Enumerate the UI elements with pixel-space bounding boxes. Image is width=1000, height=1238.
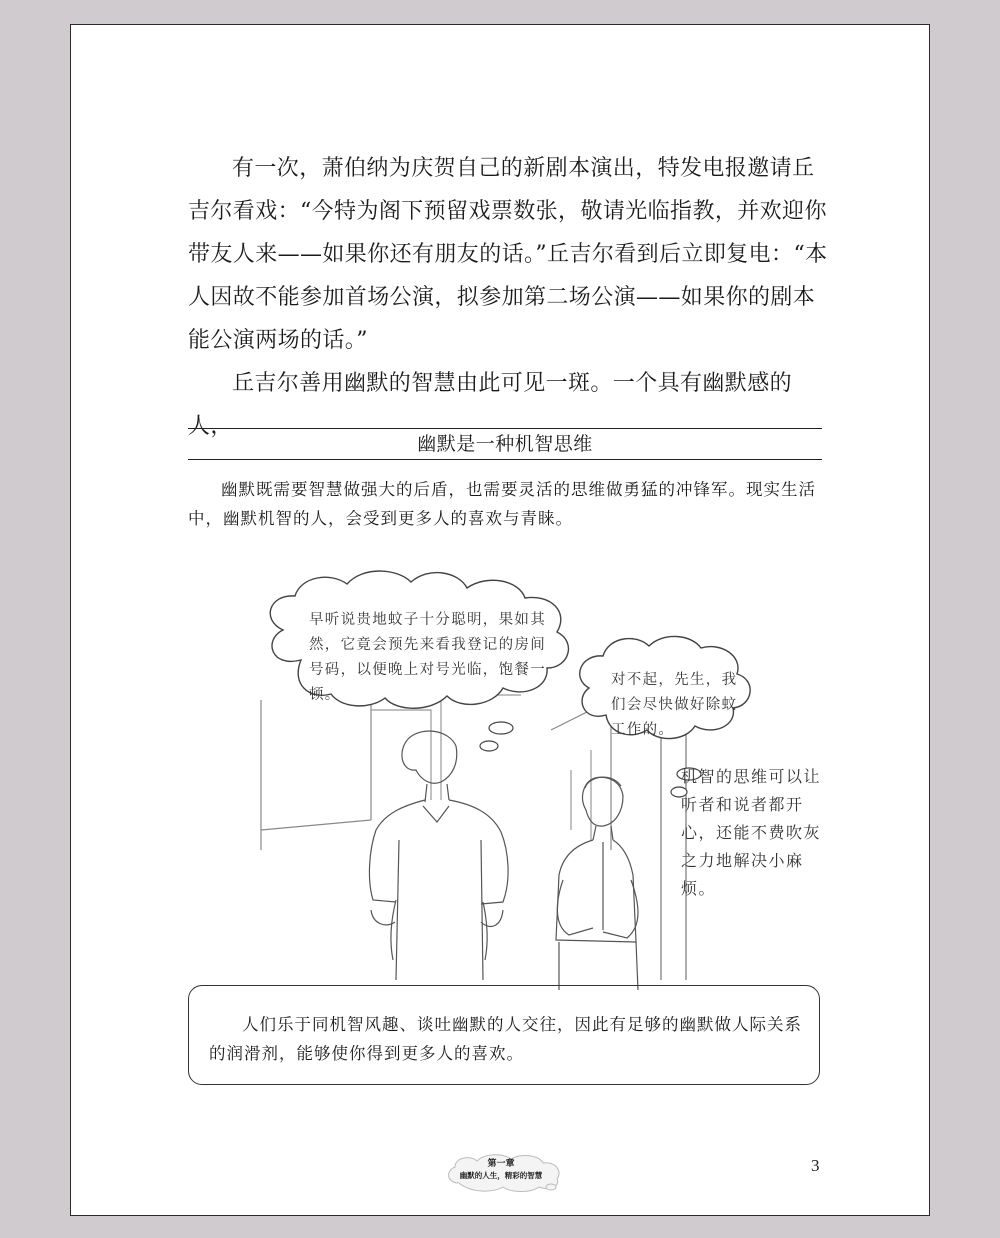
summary-text: 人们乐于同机智风趣、谈吐幽默的人交往，因此有足够的幽默做人际关系的润滑剂，能够使你得到更多人的喜欢。 (209, 1015, 802, 1063)
section-paragraph: 幽默既需要智慧做强大的后盾，也需要灵活的思维做勇猛的冲锋军。现实生活中，幽默机智的人，会受到更多人的喜欢与青睐。 (188, 480, 816, 528)
side-note-text: 机智的思维可以让听者和说者都开心，还能不费吹灰之力地解决小麻烦。 (681, 767, 822, 898)
paragraph-anecdote: 有一次，萧伯纳为庆贺自己的新剧本演出，特发电报邀请丘吉尔看戏：“今特为阁下预留戏票数张，敬请光临指教，并欢迎你带友人来——如果你还有朋友的话。”丘吉尔看到后立即复电：“本人因故不能参加首场公演，拟参加第二场公演——如果你的剧本能公演两场的话。” (188, 156, 828, 353)
summary-box (188, 985, 820, 1085)
footer-chapter: 第一章 (487, 1159, 515, 1169)
staff-thought-bubble: 对不起，先生，我们会尽快做好除蚊工作的。 (611, 672, 738, 738)
chapter-badge (441, 1153, 571, 1193)
guest-thought-bubble: 早听说贵地蚊子十分聪明，果如其然，它竟会预先来看我登记的房间号码，以便晚上对号光临，饱餐一顿。 (309, 612, 546, 703)
paragraph-conclusion: 丘吉尔善用幽默的智慧由此可见一斑。一个具有幽默感的人， (188, 371, 793, 439)
section-header (188, 428, 822, 460)
book-page (70, 24, 930, 1216)
main-text (188, 147, 828, 448)
page-number: 3 (811, 1156, 820, 1175)
side-note (681, 763, 831, 903)
section-text (188, 475, 828, 533)
footer-subtitle: 幽默的人生，精彩的智慧 (459, 1171, 543, 1180)
section-title: 幽默是一种机智思维 (417, 433, 593, 455)
